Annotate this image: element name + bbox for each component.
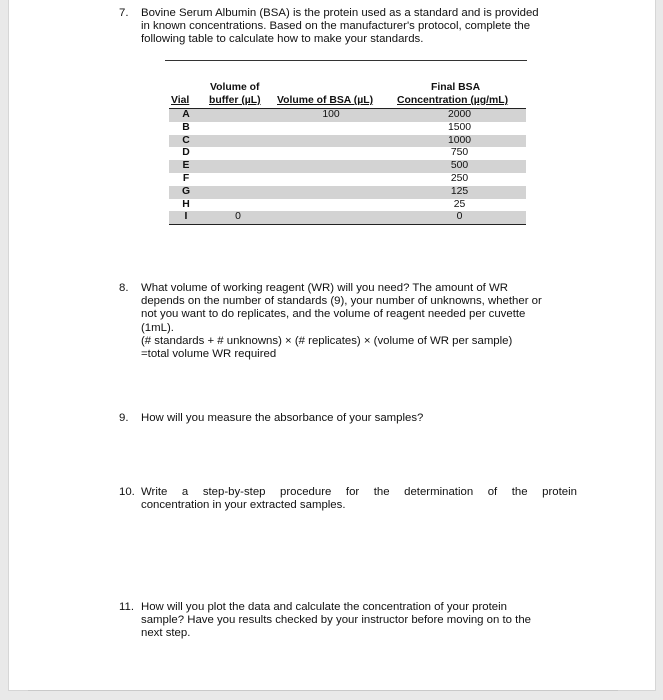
bsa-standards-table [169, 82, 526, 223]
header-bsa-volume: Volume of BSA (µL) [277, 95, 374, 106]
concentration-cell: 2000 [447, 109, 472, 120]
vial-cell: C [182, 134, 190, 146]
vial-cell: G [181, 185, 191, 197]
question-line: How will you measure the absorbance of your samples? [141, 412, 424, 424]
table-row [169, 186, 526, 199]
question-9 [119, 412, 599, 426]
header-concentration: Concentration (µg/mL) [397, 95, 509, 106]
question-line: next step. [141, 627, 191, 640]
question-number: 8. [119, 282, 129, 294]
question-number: 11. [119, 601, 134, 613]
table-row [169, 173, 526, 186]
buffer-cell: 0 [235, 211, 241, 223]
worksheet-page [8, 0, 656, 691]
question-11 [119, 601, 599, 643]
header-vial: Vial [171, 95, 190, 106]
concentration-cell: 750 [450, 147, 469, 159]
question-line: What volume of working reagent (WR) will you need? The amount of WR [141, 282, 508, 294]
question-7 [119, 7, 599, 49]
question-line: not you want to do replicates, and the volume of reagent needed per cuvette [141, 308, 526, 321]
vial-cell: E [182, 160, 190, 172]
vial-cell: B [182, 121, 190, 133]
question-line: (1mL). [141, 321, 174, 334]
bsa-volume-cell: 100 [322, 109, 340, 120]
concentration-cell: 1000 [447, 134, 472, 146]
header-volume-of: Volume of [210, 82, 260, 93]
concentration-cell: 500 [450, 160, 469, 172]
vial-cell: H [182, 198, 190, 210]
concentration-cell: 250 [450, 172, 469, 184]
question-line: Write a step-by-step procedure for the determination of the protein [141, 486, 577, 498]
vial-cell: D [182, 147, 190, 159]
table-body [169, 108, 526, 225]
formula-line: (# standards + # unknowns) × (# replicates) × (volume of WR per sample) [141, 334, 513, 347]
header-final-bsa: Final BSA [431, 82, 481, 93]
question-line: Bovine Serum Albumin (BSA) is the protein used as a standard and is provided [141, 7, 539, 19]
question-line: depends on the number of standards (9), your number of unknowns, whether or [141, 295, 542, 308]
formula-line: =total volume WR required [141, 348, 277, 361]
question-number: 10. [119, 486, 135, 498]
table-row [169, 109, 526, 122]
concentration-cell: 1500 [447, 121, 472, 133]
concentration-cell: 125 [450, 185, 469, 197]
table-row [169, 135, 526, 148]
table-row [169, 122, 526, 135]
question-number: 9. [119, 412, 129, 424]
question-line: How will you plot the data and calculate the concentration of your protein [141, 601, 507, 613]
table-row [169, 147, 526, 160]
question-10 [119, 486, 599, 514]
page-bottom-rule [28, 690, 618, 691]
vial-cell: I [184, 211, 188, 223]
question-line: concentration in your extracted samples. [141, 499, 346, 512]
table-top-rule [165, 60, 527, 61]
header-buffer: buffer (µL) [209, 95, 261, 106]
question-line: in known concentrations. Based on the manufacturer's protocol, complete the [141, 20, 531, 33]
vial-cell: F [182, 172, 190, 184]
vial-cell: A [182, 109, 190, 120]
question-line: sample? Have you results checked by your instructor before moving on to the [141, 614, 532, 627]
question-number: 7. [119, 7, 129, 19]
table-row [169, 160, 526, 173]
question-line: following table to calculate how to make your standards. [141, 33, 424, 46]
concentration-cell: 25 [453, 198, 466, 210]
concentration-cell: 0 [456, 211, 463, 223]
table-row [169, 199, 526, 212]
table-header [169, 82, 526, 108]
question-8 [119, 282, 599, 366]
table-row [169, 211, 526, 225]
